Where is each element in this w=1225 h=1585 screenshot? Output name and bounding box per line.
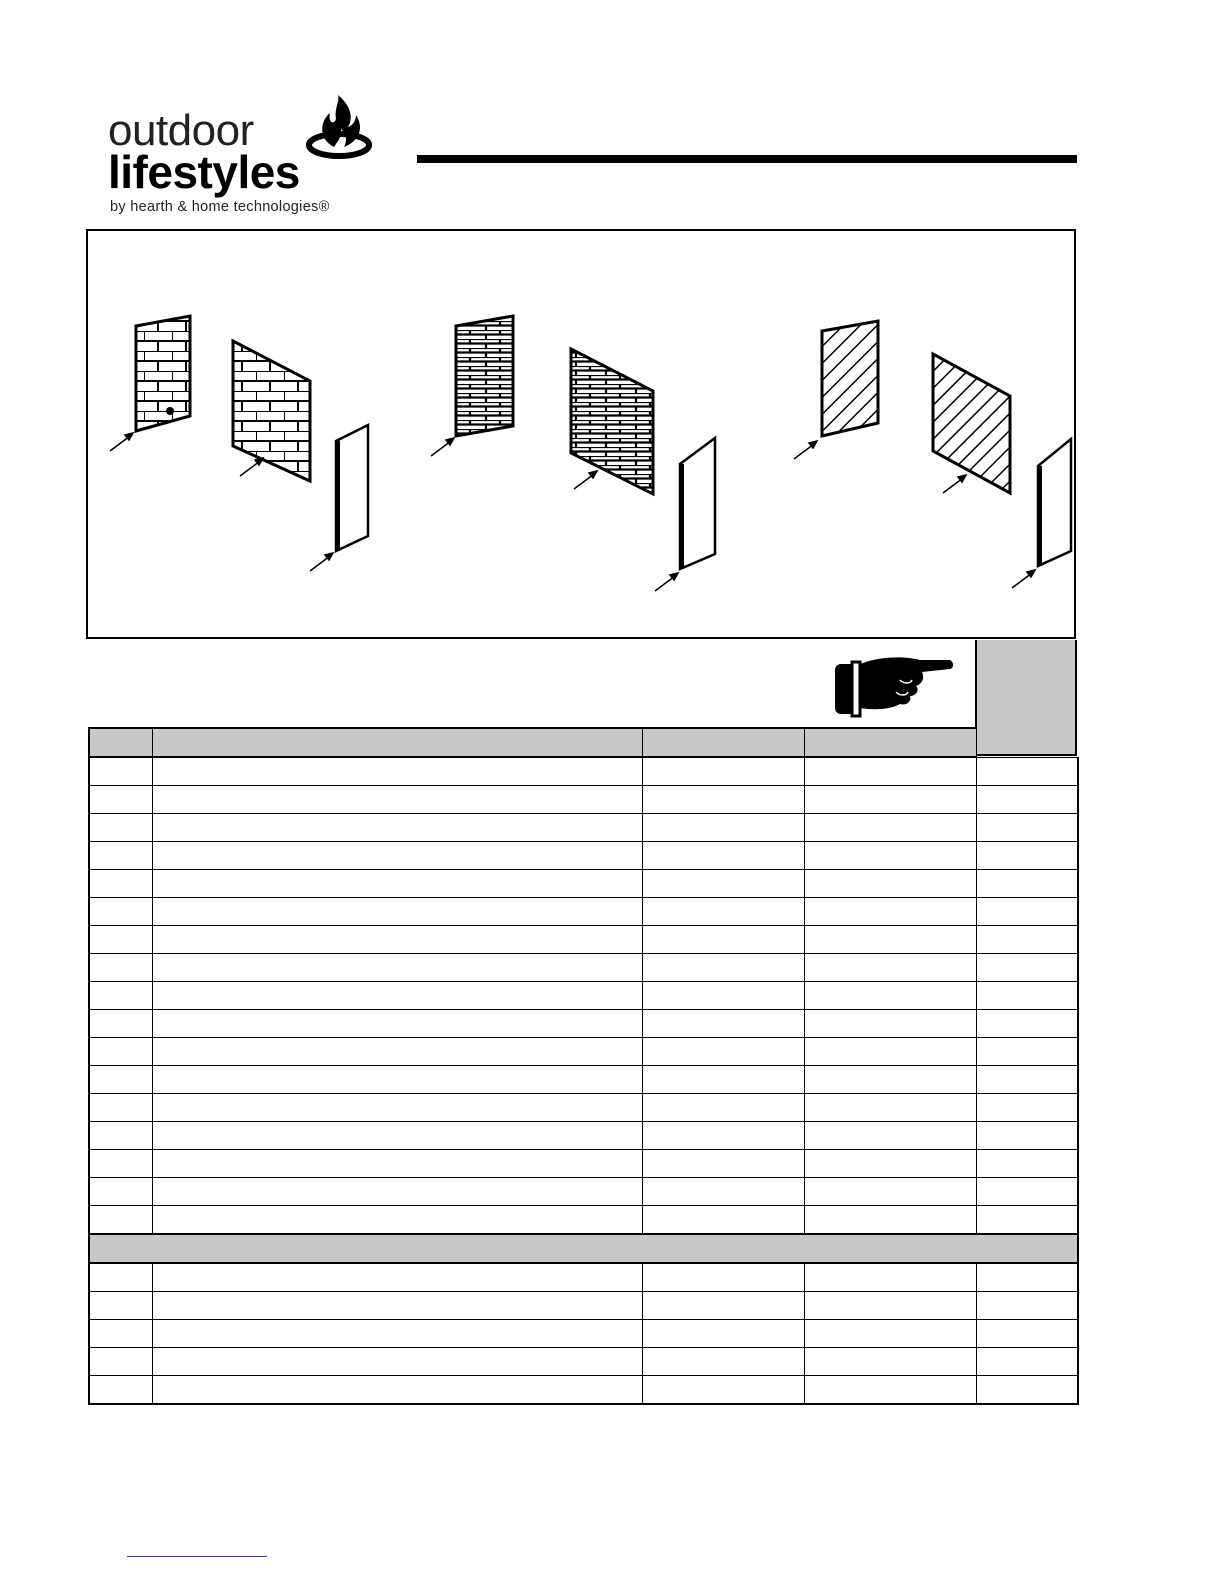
table-row	[89, 1038, 1078, 1066]
table-cell	[804, 1178, 976, 1206]
table-cell	[152, 870, 642, 898]
table-cell	[804, 1038, 976, 1066]
parts-table	[88, 727, 1079, 1405]
table-cell	[976, 842, 1078, 870]
table-row	[89, 1122, 1078, 1150]
table-cell	[89, 842, 152, 870]
header-blank	[976, 728, 1078, 757]
table-row	[89, 1348, 1078, 1376]
table-row	[89, 1066, 1078, 1094]
table-cell	[89, 1320, 152, 1348]
table-cell	[152, 1038, 642, 1066]
table-row	[89, 982, 1078, 1010]
table-cell	[804, 786, 976, 814]
table-cell	[642, 1038, 804, 1066]
table-cell	[89, 1010, 152, 1038]
table-cell	[976, 1150, 1078, 1178]
table-cell	[89, 954, 152, 982]
table-cell	[642, 1066, 804, 1094]
table-cell	[89, 786, 152, 814]
table-cell	[804, 870, 976, 898]
table-cell	[642, 786, 804, 814]
table-cell	[89, 982, 152, 1010]
table-cell	[152, 1376, 642, 1405]
table-cell	[976, 1376, 1078, 1405]
table-cell	[89, 1038, 152, 1066]
table-cell	[642, 842, 804, 870]
table-cell	[152, 842, 642, 870]
footer-link-underline[interactable]	[127, 1556, 267, 1557]
pointing-hand-icon	[830, 650, 955, 720]
table-cell	[642, 870, 804, 898]
table-row	[89, 1376, 1078, 1405]
table-cell	[642, 1292, 804, 1320]
table-cell	[804, 842, 976, 870]
header-description	[152, 728, 642, 757]
table-cell	[804, 1010, 976, 1038]
header-part-number	[642, 728, 804, 757]
table-header-row	[89, 728, 1078, 757]
table-cell	[642, 1376, 804, 1405]
table-cell	[804, 1348, 976, 1376]
table-cell	[152, 786, 642, 814]
table-cell	[804, 1094, 976, 1122]
table-cell	[642, 1010, 804, 1038]
table-row	[89, 1320, 1078, 1348]
table-cell	[152, 1178, 642, 1206]
table-cell	[642, 954, 804, 982]
table-cell	[89, 1094, 152, 1122]
brand-logo	[108, 95, 388, 220]
table-row	[89, 842, 1078, 870]
table-cell	[89, 1263, 152, 1292]
table-cell	[152, 1348, 642, 1376]
table-cell	[976, 1178, 1078, 1206]
table-cell	[804, 898, 976, 926]
table-row	[89, 1263, 1078, 1292]
table-cell	[642, 1206, 804, 1235]
table-cell	[804, 926, 976, 954]
table-cell	[89, 926, 152, 954]
table-cell	[976, 1348, 1078, 1376]
table-cell	[89, 757, 152, 786]
table-cell	[976, 1122, 1078, 1150]
table-cell	[152, 814, 642, 842]
table-cell	[642, 1150, 804, 1178]
table-cell	[976, 870, 1078, 898]
table-cell	[976, 1010, 1078, 1038]
header-serial	[804, 728, 976, 757]
table-cell	[804, 1122, 976, 1150]
table-cell	[152, 1066, 642, 1094]
table-cell	[89, 1066, 152, 1094]
table-cell	[804, 1320, 976, 1348]
table-row	[89, 1150, 1078, 1178]
table-cell	[89, 1376, 152, 1405]
table-cell	[89, 1206, 152, 1235]
table-row	[89, 786, 1078, 814]
table-cell	[976, 898, 1078, 926]
table-cell	[642, 898, 804, 926]
table-cell	[976, 954, 1078, 982]
table-cell	[89, 898, 152, 926]
table-cell	[89, 1150, 152, 1178]
table-cell	[976, 1066, 1078, 1094]
herringbone-panel-set	[794, 321, 1071, 588]
table-cell	[642, 982, 804, 1010]
table-row	[89, 1094, 1078, 1122]
table-cell	[804, 1263, 976, 1292]
table-cell	[152, 1206, 642, 1235]
table-cell	[89, 870, 152, 898]
table-cell	[642, 1178, 804, 1206]
table-row	[89, 1010, 1078, 1038]
panel-diagram	[88, 231, 1078, 641]
table-cell	[152, 954, 642, 982]
table-cell	[804, 1292, 976, 1320]
table-cell	[89, 1348, 152, 1376]
table-section-row	[89, 1234, 1078, 1263]
table-cell	[89, 814, 152, 842]
table-cell	[152, 757, 642, 786]
table-cell	[152, 1010, 642, 1038]
table-cell	[89, 1292, 152, 1320]
table-cell	[152, 898, 642, 926]
table-cell	[642, 814, 804, 842]
table-cell	[976, 1263, 1078, 1292]
table-cell	[976, 982, 1078, 1010]
table-row	[89, 814, 1078, 842]
table-cell	[976, 1094, 1078, 1122]
table-cell	[89, 1178, 152, 1206]
table-row	[89, 1178, 1078, 1206]
table-cell	[976, 926, 1078, 954]
table-cell	[976, 1206, 1078, 1235]
section-label	[89, 1234, 1078, 1263]
brand-name-line2: lifestyles	[108, 146, 300, 198]
table-cell	[152, 926, 642, 954]
table-row	[89, 757, 1078, 786]
table-cell	[642, 1320, 804, 1348]
table-cell	[976, 757, 1078, 786]
header-ref	[89, 728, 152, 757]
table-row	[89, 1292, 1078, 1320]
parts-table-body	[89, 757, 1078, 1404]
table-cell	[642, 1122, 804, 1150]
table-cell	[89, 1122, 152, 1150]
table-cell	[804, 757, 976, 786]
brand-name-line1: outdoor	[108, 106, 254, 155]
table-row	[89, 870, 1078, 898]
table-cell	[152, 1150, 642, 1178]
table-cell	[804, 982, 976, 1010]
table-cell	[642, 1094, 804, 1122]
brick-panel-set	[110, 316, 368, 571]
panel-illustration	[86, 229, 1076, 639]
header-rule	[417, 155, 1077, 163]
table-cell	[976, 1038, 1078, 1066]
table-cell	[642, 926, 804, 954]
table-cell	[804, 954, 976, 982]
table-cell	[976, 1292, 1078, 1320]
table-cell	[152, 1292, 642, 1320]
table-cell	[152, 1094, 642, 1122]
table-row	[89, 898, 1078, 926]
table-cell	[152, 1320, 642, 1348]
table-row	[89, 926, 1078, 954]
table-cell	[642, 1348, 804, 1376]
table-cell	[976, 1320, 1078, 1348]
table-cell	[976, 786, 1078, 814]
table-cell	[642, 1263, 804, 1292]
stacked-panel-set	[431, 316, 715, 591]
table-cell	[152, 982, 642, 1010]
table-cell	[804, 1376, 976, 1405]
flame-icon	[304, 95, 374, 161]
brand-tagline: by hearth & home technologies®	[110, 199, 330, 215]
table-cell	[152, 1122, 642, 1150]
table-cell	[804, 1206, 976, 1235]
table-cell	[804, 1066, 976, 1094]
table-cell	[804, 814, 976, 842]
table-cell	[804, 1150, 976, 1178]
table-row	[89, 1206, 1078, 1235]
table-cell	[642, 757, 804, 786]
table-cell	[152, 1263, 642, 1292]
table-row	[89, 954, 1078, 982]
table-cell	[976, 814, 1078, 842]
